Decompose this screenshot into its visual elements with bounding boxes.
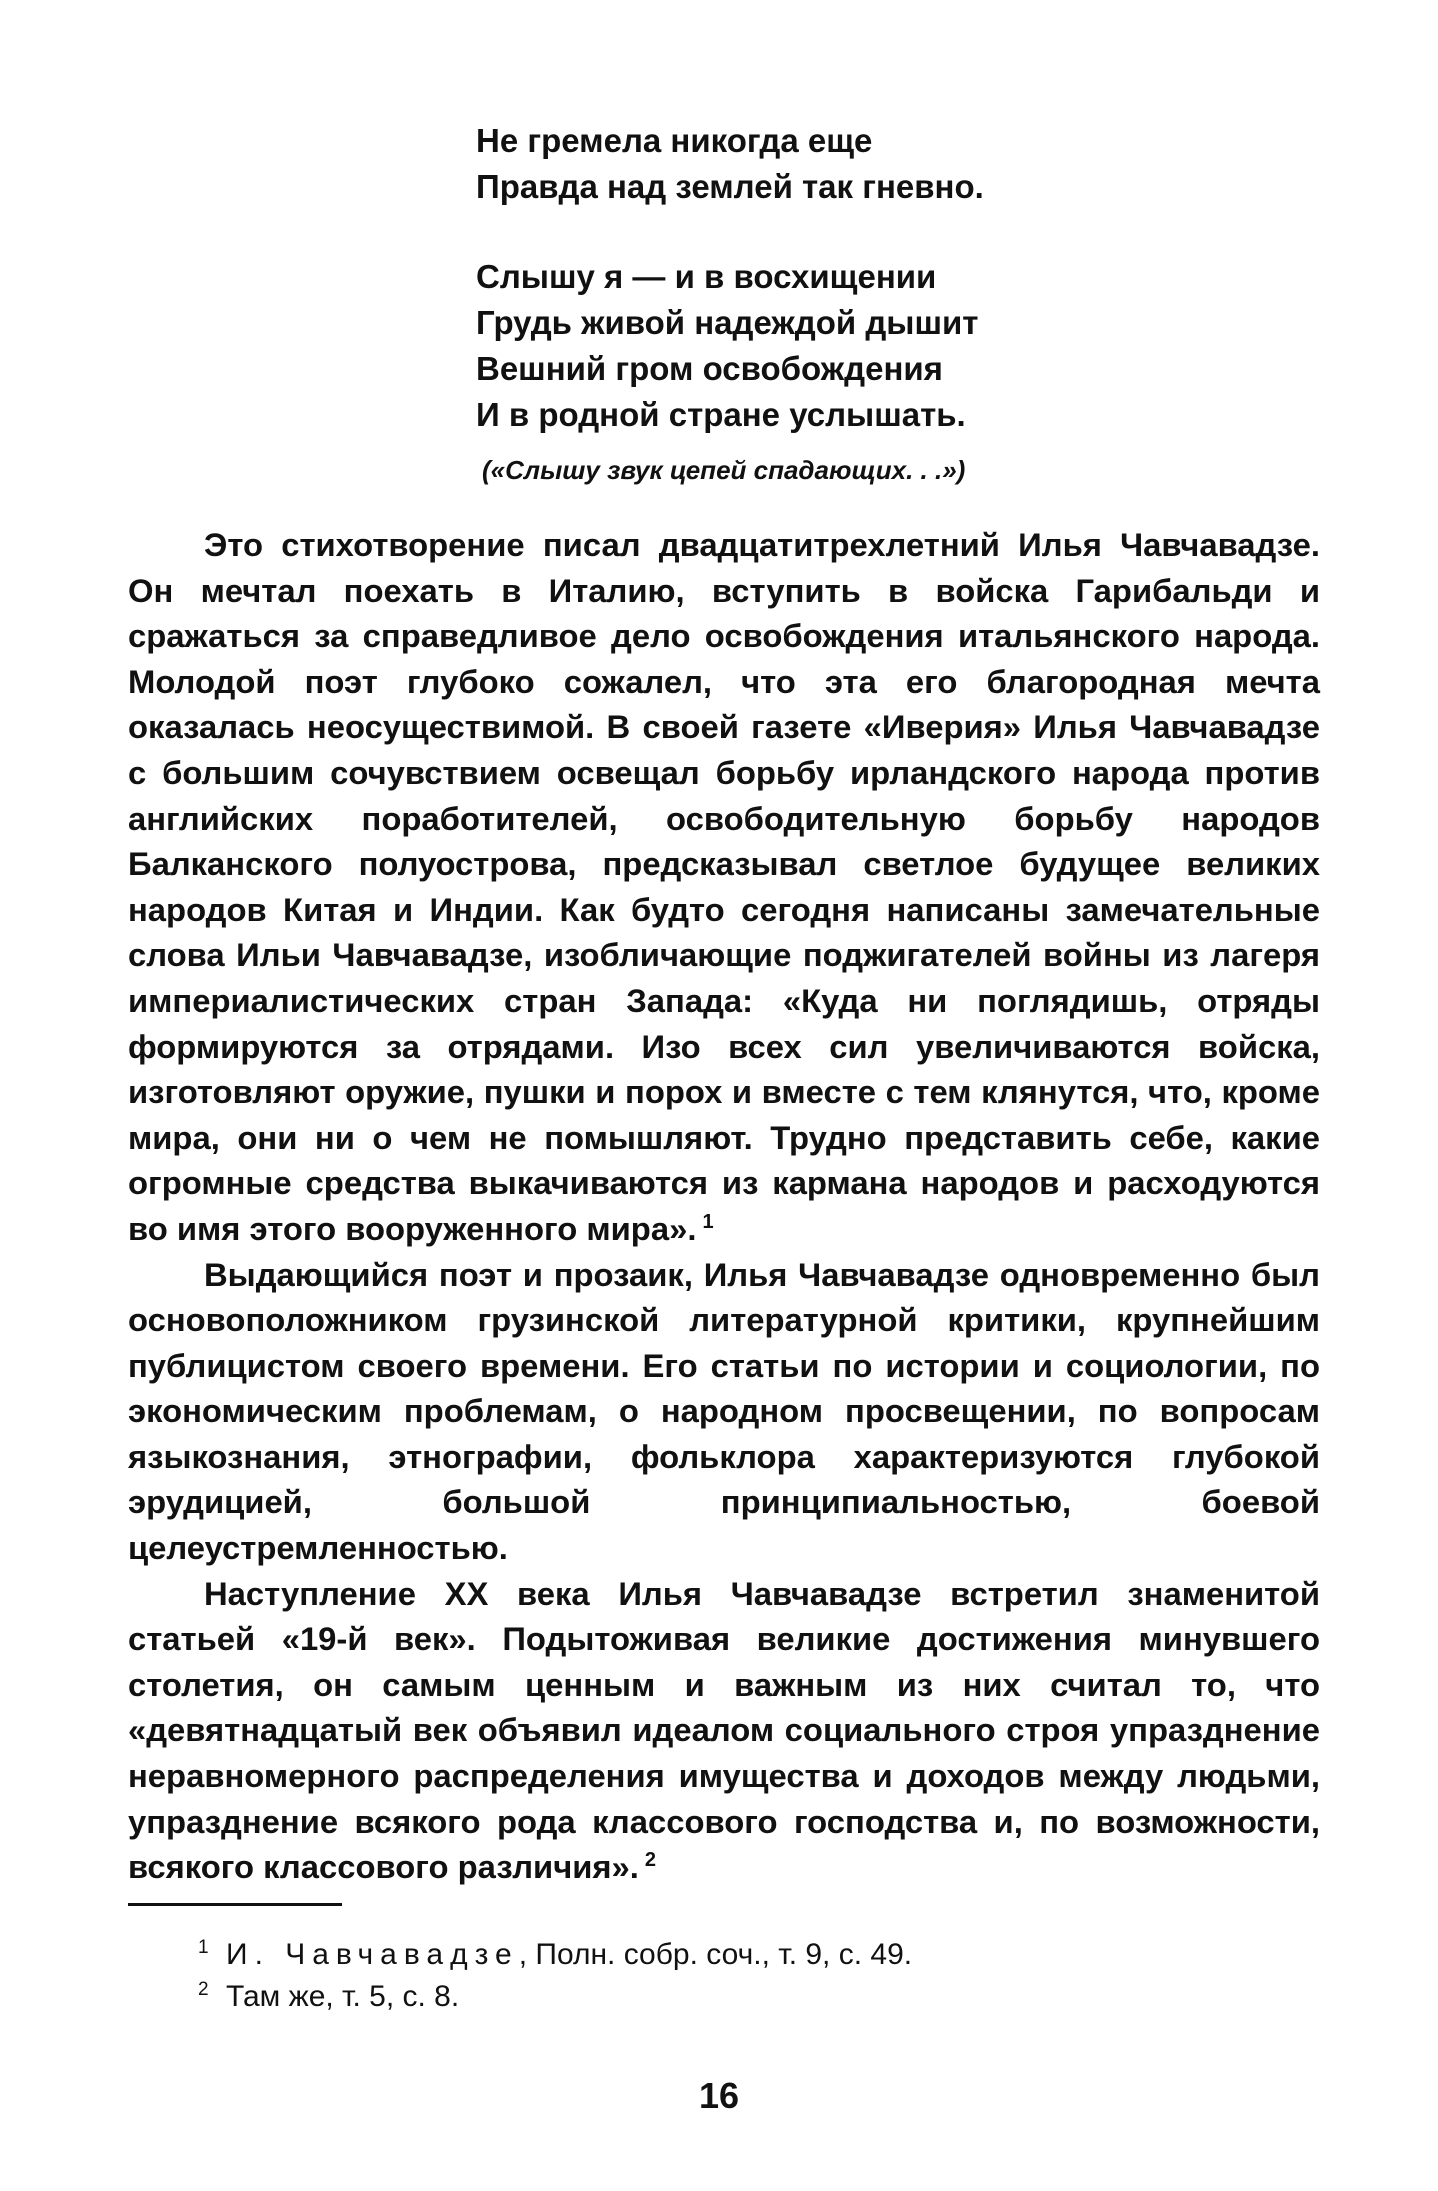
footnote-divider — [128, 1903, 342, 1906]
paragraph-2 — [128, 1252, 1320, 1571]
footnote-text: , Полн. собр. соч., т. 9, с. 49. — [518, 1938, 913, 1971]
poem-line: Слышу я — и в восхищении — [476, 258, 937, 295]
poem-line: И в родной стране услышать. — [476, 396, 966, 433]
footnote-text: Там же, т. 5, с. 8. — [226, 1980, 460, 2013]
footnote-reference: 2 — [644, 1849, 657, 1872]
footnote-1: 1 И. Чавчавадзе, Полн. собр. соч., т. 9, с. 49. — [198, 1937, 913, 1971]
paragraph-text: Выдающийся поэт и прозаик, Илья Чавчавадзе одновременно был основоположником грузинской литературной критики, крупнейшим публицистом своего времени. Его статьи по истории и социологии, по экономическим проблемам, о народном просвещении, по вопросам языкознания, этнографии, фольклора характеризуются глубокой эрудицией, большой принципиальностью, боевой целеустремленностью. — [128, 1255, 1320, 1567]
poem-line: Грудь живой надеждой дышит — [476, 304, 979, 341]
footnote-author: И. Чавчавадзе — [226, 1938, 519, 1971]
page-number: 16 — [698, 2075, 740, 2116]
footnote-2: 2 Там же, т. 5, с. 8. — [198, 1979, 460, 2013]
poem-line: Не гремела никогда еще — [476, 122, 873, 159]
poem-line: Правда над землей так гневно. — [476, 168, 984, 205]
poem-excerpt — [476, 118, 1176, 490]
body-text — [128, 522, 1320, 1890]
poem-source: («Слышу звук цепей спадающих. . .») — [482, 455, 966, 485]
poem-stanza-2 — [476, 254, 1176, 438]
poem-line: Вешний гром освобождения — [476, 350, 943, 387]
paragraph-1 — [128, 522, 1320, 1252]
paragraph-text: Наступление XX века Илья Чавчавадзе встретил знаменитой статьей «19-й век». Подытоживая великие достижения минувшего столетия, он самым ценным и важным из них считал то, что «девятнадцатый век объявил идеалом социального строя упразднение неравномерного распределения имущества и доходов между людьми, упразднение всякого рода классового господства и, по возможности, всякого классового различия». — [128, 1574, 1320, 1886]
footnotes — [198, 1934, 1298, 2018]
paragraph-text: Это стихотворение писал двадцатитрехлетний Илья Чавчавадзе. Он мечтал поехать в Италию, вступить в войска Гарибальди и сражаться за справедливое дело освобождения итальянского народа. Молодой поэт глубоко сожалел, что эта его благородная мечта оказалась неосуществимой. В своей газете «Иверия» Илья Чавчавадзе с большим сочувствием освещал борьбу ирландского народа против английских поработителей, освободительную борьбу народов Балканского полуострова, предсказывал светлое будущее великих народов Китая и Индии. Как будто сегодня написаны замечательные слова Ильи Чавчавадзе, изобличающие поджигателей войны из лагеря империалистических стран Запада: «Куда ни поглядишь, отряды формируются за отрядами. Изо всех сил увеличиваются войска, изготовляют оружие, пушки и порох и вместе с тем клянутся, что, кроме мира, они ни о чем не помышляют. Трудно представить себе, какие огромные средства выкачиваются из кармана народов и расходуются во имя этого вооруженного мира». — [128, 526, 1320, 1247]
poem-stanza-1 — [476, 118, 1176, 210]
paragraph-3 — [128, 1571, 1320, 1890]
footnote-reference: 1 — [702, 1210, 714, 1233]
